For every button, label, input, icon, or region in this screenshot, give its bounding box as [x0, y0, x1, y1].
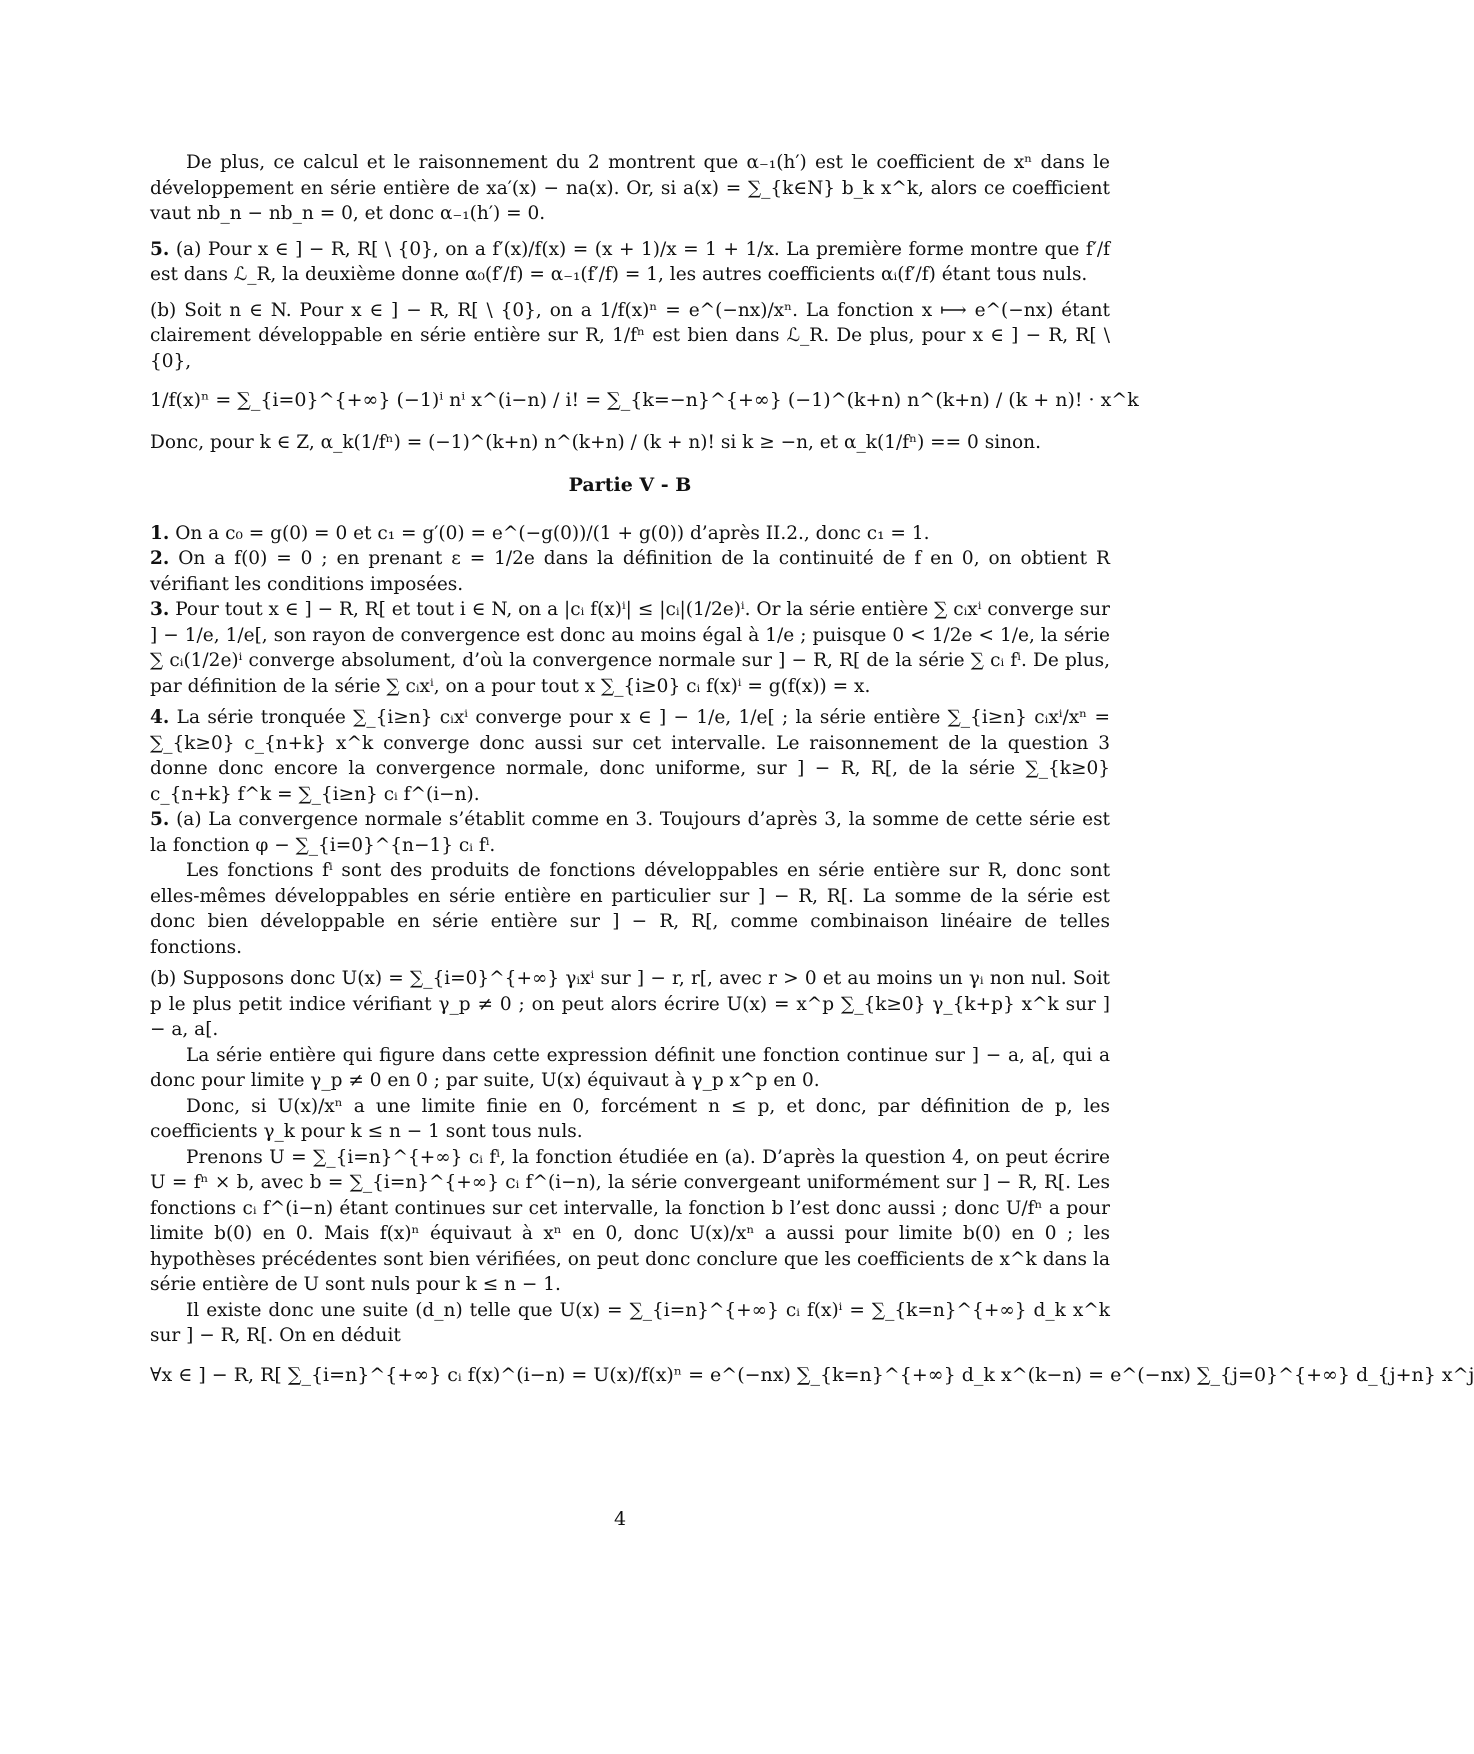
- question-number: 3.: [150, 599, 170, 620]
- partB-question-2: [150, 546, 1110, 597]
- partB-question-5b-cont-2: Donc, si U(x)/xⁿ a une limite finie en 0, forcément n ≤ p, et donc, par définition de p, les coefficients γ_k pour k ≤ n − 1 sont tous nuls.: [150, 1095, 1110, 1142]
- partB-question-2-text: On a f(0) = 0 ; en prenant ε = 1/2e dans la définition de la continuité de f en 0, on obtient R vérifiant les conditions imposées.: [150, 548, 1110, 595]
- partB-question-1-text: On a c₀ = g(0) = 0 et c₁ = g′(0) = e^(−g(0))/(1 + g(0)) d’après II.2., donc c₁ = 1.: [175, 522, 930, 544]
- partB-question-5a-cont: Les fonctions fⁱ sont des produits de fonctions développables en série entière sur R, donc sont elles-mêmes développables en série entière en particulier sur ] − R, R[. La somme de la série est donc bien développable en série entière sur ] − R, R[, comme combinaison linéaire de telles fonctions.: [150, 860, 1110, 958]
- question-number: 2.: [150, 548, 170, 569]
- partB-question-5b-cont-1: La série entière qui figure dans cette expression définit une fonction continue sur ] − a, a[, qui a donc pour limite γ_p ≠ 0 en 0 ; par suite, U(x) équivaut à γ_p x^p en 0.: [150, 1044, 1110, 1091]
- page-content: [150, 150, 1474, 1404]
- partB-question-3: [150, 597, 1110, 699]
- question-number: 5.: [150, 238, 170, 260]
- partB-question-5b: (b) Supposons donc U(x) = ∑_{i=0}^{+∞} γᵢxⁱ sur ] − r, r[, avec r > 0 et au moins un γᵢ non nul. Soit p le plus petit indice vérifiant γ_p ≠ 0 ; on peut alors écrire U(x) = x^p ∑_{k≥0} γ_{k+p} x^k sur ] − a, a[.: [150, 968, 1110, 1040]
- partB-question-4-text: La série tronquée ∑_{i≥n} cᵢxⁱ converge pour x ∈ ] − 1/e, 1/e[ ; la série entière ∑_{i≥n} cᵢxⁱ/xⁿ = ∑_{k≥0} c_{n+k} x^k converge donc aussi sur cet intervalle. Le raisonnement de la question 3 donne donc encore la convergence normale, donc uniforme, sur ] − R, R[, de la série ∑_{k≥0} c_{n+k} f^k = ∑_{i≥n} cᵢ f^(i−n).: [150, 707, 1110, 805]
- question-5b-conclusion: Donc, pour k ∈ Z, α_k(1/fⁿ) = (−1)^(k+n) n^(k+n) / (k + n)! si k ≥ −n, et α_k(1/fⁿ) == 0 sinon.: [150, 431, 1041, 453]
- page-number: 4: [613, 1508, 627, 1530]
- question-5a-text: (a) Pour x ∈ ] − R, R[ \ {0}, on a f′(x)/f(x) = (x + 1)/x = 1 + 1/x. La première forme montre que f′/f est dans ℒ_R, la deuxième donne α₀(f′/f) = α₋₁(f′/f) = 1, les autres coefficients αᵢ(f′/f) étant tous nuls.: [150, 238, 1110, 285]
- partB-question-3-text: Pour tout x ∈ ] − R, R[ et tout i ∈ N, on a |cᵢ f(x)ⁱ| ≤ |cᵢ|(1/2e)ⁱ. Or la série entière ∑ cᵢxⁱ converge sur ] − 1/e, 1/e[, son rayon de convergence est donc au moins égal à 1/e ; puisque 0 < 1/2e < 1/e, la série ∑ cᵢ(1/2e)ⁱ converge absolument, d’où la convergence normale sur ] − R, R[ de la série ∑ cᵢ fⁱ. De plus, par définition de la série ∑ cᵢxⁱ, on a pour tout x ∑_{i≥0} cᵢ f(x)ⁱ = g(f(x)) = x.: [150, 599, 1110, 697]
- partB-question-5a: [150, 807, 1110, 858]
- partB-question-5b-cont-4: Il existe donc une suite (d_n) telle que U(x) = ∑_{i=n}^{+∞} cᵢ f(x)ⁱ = ∑_{k=n}^{+∞} d_k x^k sur ] − R, R[. On en déduit: [150, 1299, 1110, 1346]
- question-number: 1.: [150, 522, 170, 544]
- partB-question-5b-cont-3: Prenons U = ∑_{i=n}^{+∞} cᵢ fⁱ, la fonction étudiée en (a). D’après la question 4, on peut écrire U = fⁿ × b, avec b = ∑_{i=n}^{+∞} cᵢ f^(i−n), la série convergeant uniformément sur ] − R, R[. Les fonctions cᵢ f^(i−n) étant continues sur cet intervalle, la fonction b l’est donc aussi ; donc U/fⁿ a pour limite b(0) en 0. Mais f(x)ⁿ équivaut à xⁿ en 0, donc U(x)/xⁿ a aussi pour limite b(0) en 0 ; les hypothèses précédentes sont bien vérifiées, on peut donc conclure que les coefficients de x^k dans la série entière de U sont nuls pour k ≤ n − 1.: [150, 1146, 1110, 1295]
- partB-question-5a-text: (a) La convergence normale s’établit comme en 3. Toujours d’après 3, la somme de cette série est la fonction φ − ∑_{i=0}^{n−1} cᵢ fⁱ.: [150, 809, 1110, 856]
- equation-1: 1/f(x)ⁿ = ∑_{i=0}^{+∞} (−1)ⁱ nⁱ x^(i−n) / i! = ∑_{k=−n}^{+∞} (−1)^(k+n) n^(k+n) / (k + n)! · x^k: [150, 389, 1139, 411]
- section-title: Partie V - B: [568, 474, 692, 496]
- question-number: 5.: [150, 809, 170, 830]
- question-5b: (b) Soit n ∈ N. Pour x ∈ ] − R, R[ \ {0}, on a 1/f(x)ⁿ = e^(−nx)/xⁿ. La fonction x ⟼ e^(−nx) étant clairement développable en série entière sur R, 1/fⁿ est bien dans ℒ_R. De plus, pour x ∈ ] − R, R[ \ {0},: [150, 299, 1110, 372]
- equation-2: ∀x ∈ ] − R, R[ ∑_{i=n}^{+∞} cᵢ f(x)^(i−n) = U(x)/f(x)ⁿ = e^(−nx) ∑_{k=n}^{+∞} d_k x^(k−n) = e^(−nx) ∑_{j=0}^{+∞} d_{j+n} x^j: [150, 1363, 1474, 1386]
- partB-question-1: [150, 521, 1110, 547]
- question-5a: [150, 237, 1110, 288]
- question-number: 4.: [150, 707, 170, 728]
- paragraph-intro: De plus, ce calcul et le raisonnement du 2 montrent que α₋₁(h′) est le coefficient de xⁿ dans le développement en série entière de xa′(x) − na(x). Or, si a(x) = ∑_{k∈N} b_k x^k, alors ce coefficient vaut nb_n − nb_n = 0, et donc α₋₁(h′) = 0.: [150, 152, 1110, 224]
- partB-question-4: [150, 705, 1110, 807]
